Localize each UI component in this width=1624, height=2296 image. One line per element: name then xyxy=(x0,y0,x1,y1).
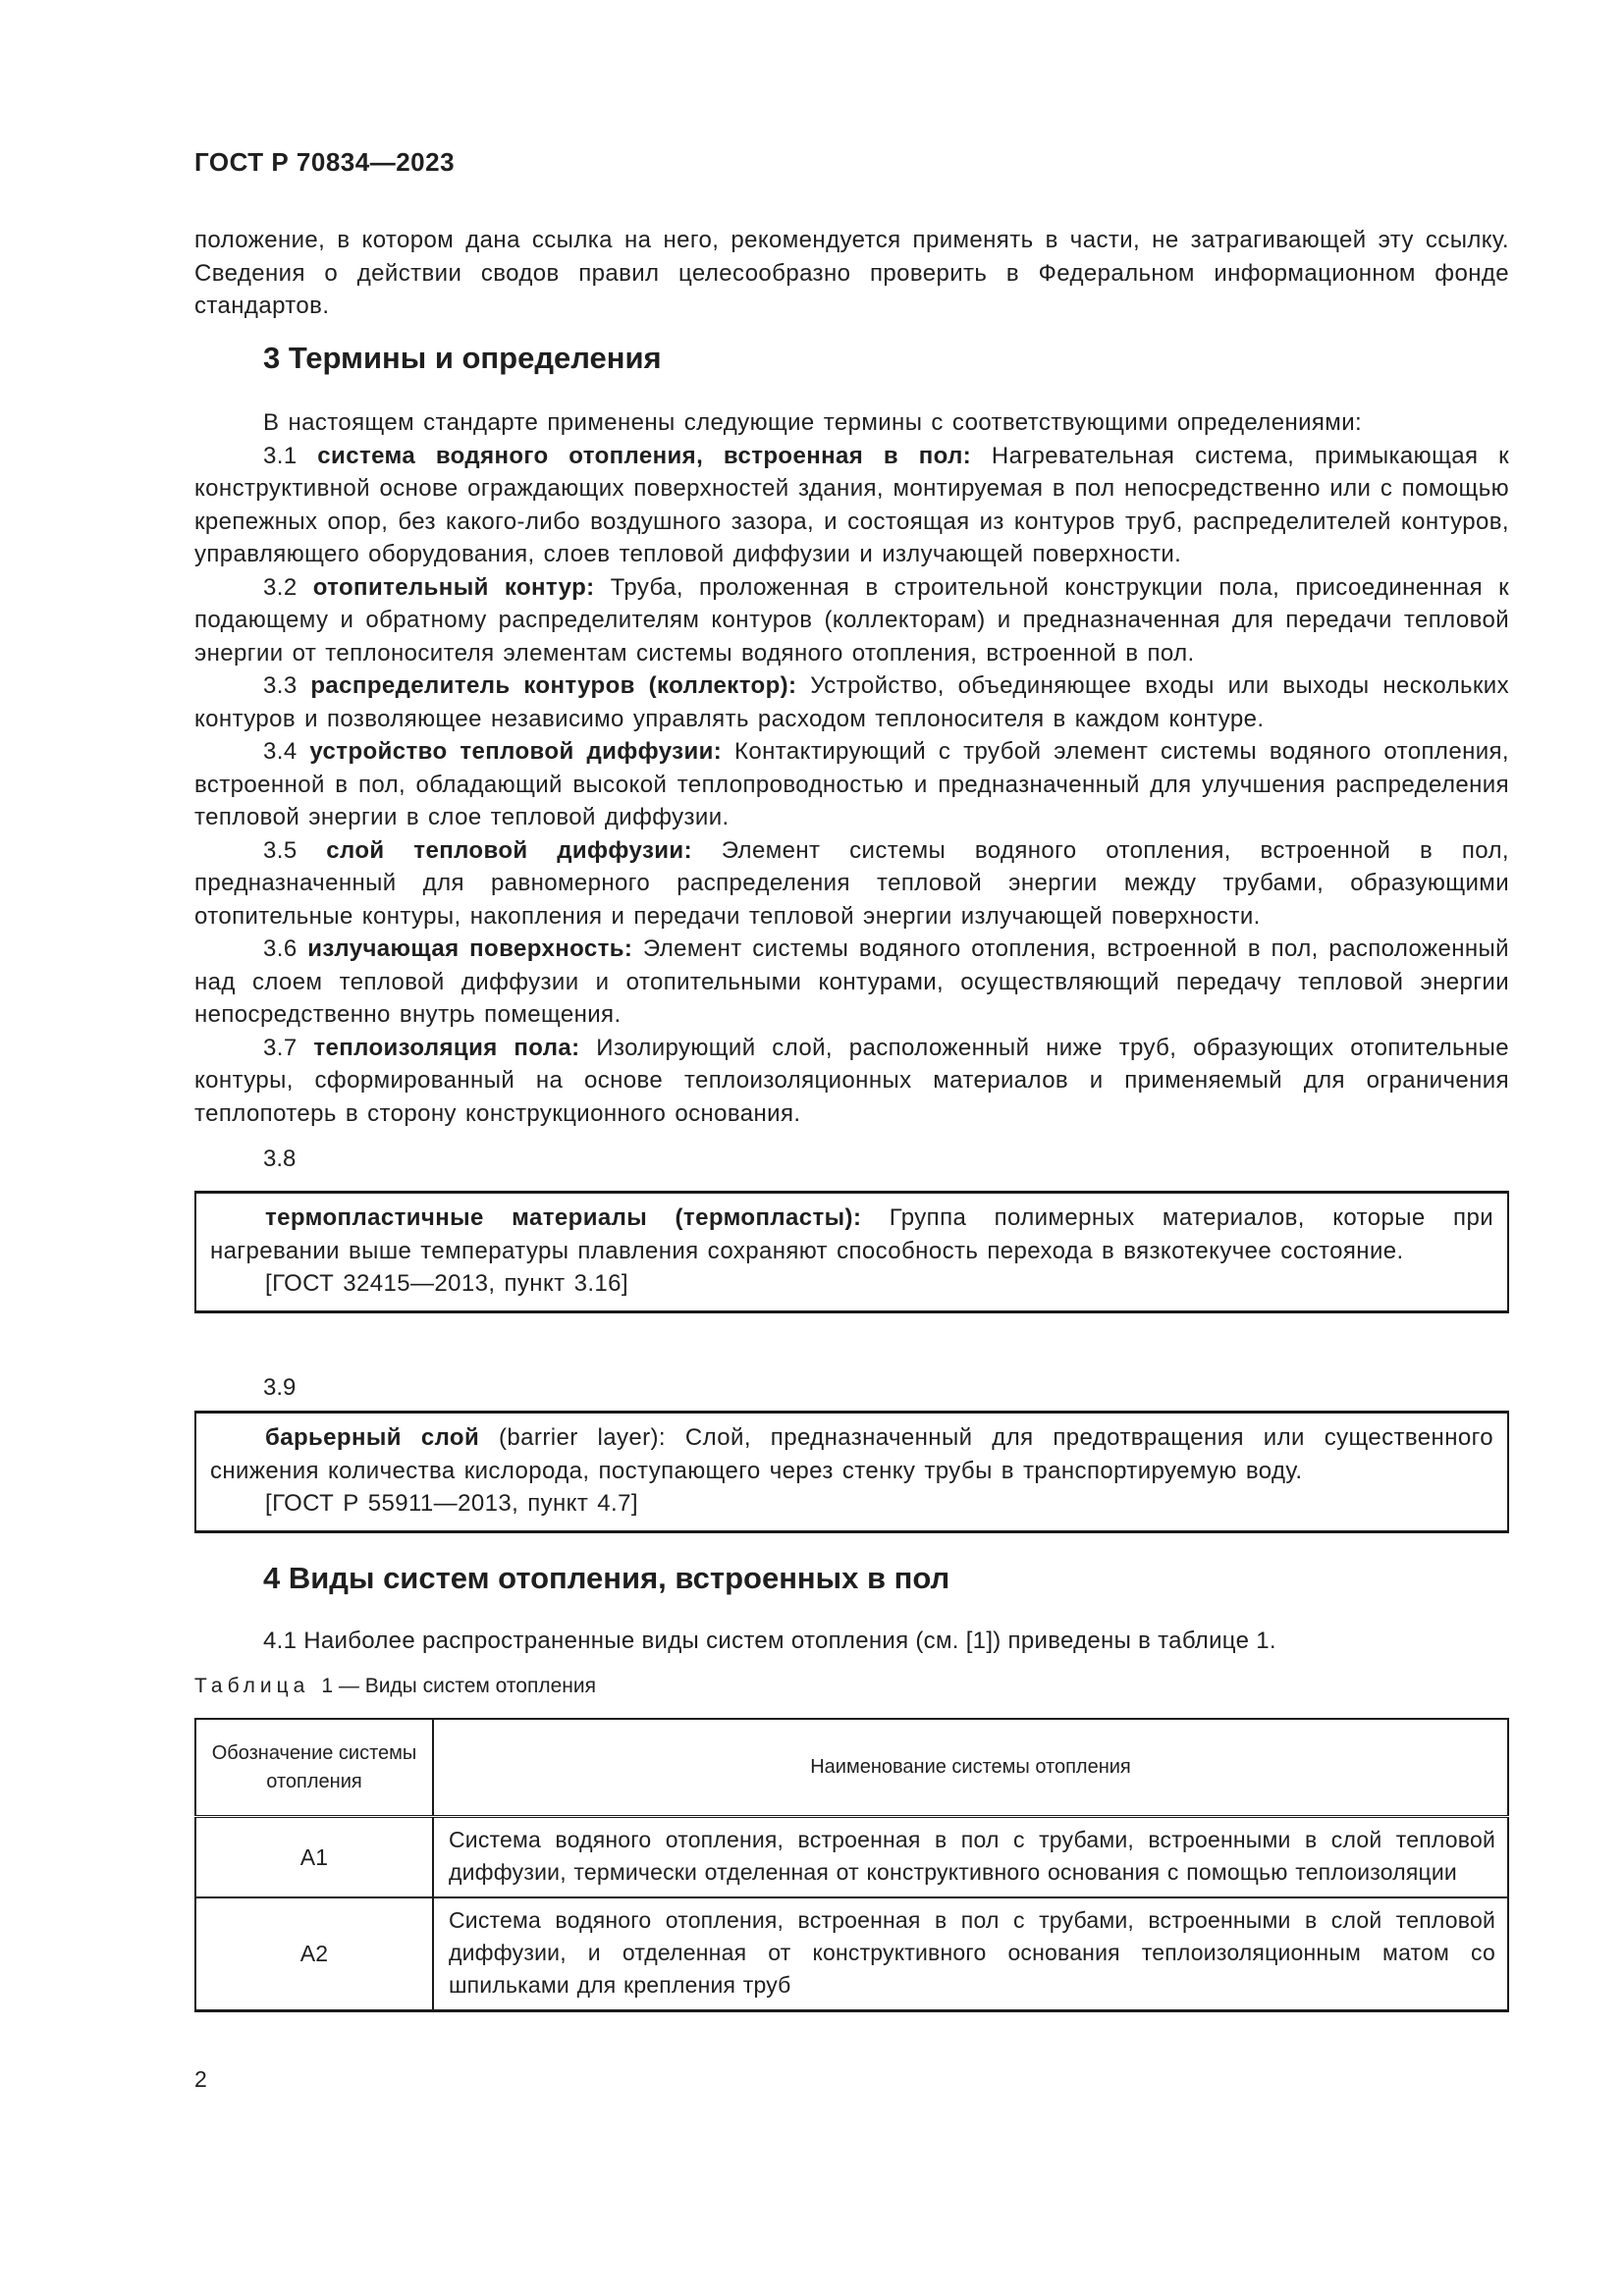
heating-systems-table xyxy=(194,1718,1509,2012)
term-3-9-number: 3.9 xyxy=(263,1374,297,1401)
column-header-system-name: Наименование системы отопления xyxy=(433,1719,1508,1817)
term-name: система водяного отопления, встроенная в пол: xyxy=(317,442,972,469)
system-name-cell: Система водяного отопления, встроенная в пол с трубами, встроенными в слой тепловой диффузии, и отделенная от конструктивного основания теплоизоляционным матом со шпильками для крепления труб xyxy=(433,1897,1508,2011)
term-name: теплоизоляция пола: xyxy=(313,1034,580,1061)
intro-paragraph: положение, в котором дана ссылка на него, рекомендуется применять в части, не затрагивающей эту ссылку. Сведения о действии сводов правил целесообразно проверить в Федеральном информационном фонде стандартов. xyxy=(194,227,1509,319)
term-paragraph-3.5 xyxy=(194,834,1509,934)
term-3-8-box xyxy=(194,1191,1509,1313)
term-paragraph-3.4 xyxy=(194,735,1509,834)
term-number: 3.4 xyxy=(263,738,310,765)
heating-systems-table-wrap xyxy=(194,1718,1509,2012)
term-3-8-text: Группа полимерных материалов, которые при нагревании выше температуры плавления сохраняют способность перехода в вязкотекучее состояние. xyxy=(210,1204,1493,1264)
page-number: 2 xyxy=(194,2066,207,2092)
term-3-8-definition xyxy=(210,1201,1493,1267)
column-header-system-code: Обозначение системы отопления xyxy=(195,1719,433,1817)
term-number: 3.1 xyxy=(263,442,318,469)
term-3-9-box xyxy=(194,1411,1509,1533)
term-3-8-source: [ГОСТ 32415—2013, пункт 3.16] xyxy=(265,1270,628,1297)
term-definition: Контактирующий с трубой элемент системы водяного отопления, встроенной в пол, обладающий высокой теплопроводностью и предназначенный для улучшения распределения тепловой энергии в слое тепловой диффузии. xyxy=(194,738,1509,830)
table-header-row xyxy=(195,1719,1508,1817)
term-definition: Изолирующий слой, расположенный ниже труб, образующих отопительные контуры, сформированный на основе теплоизоляционных материалов и применяемый для ограничения теплопотерь в сторону конструкционного основания. xyxy=(194,1034,1509,1127)
paragraph-4-1: 4.1 Наиболее распространенные виды систем отопления (см. [1]) приведены в таблице 1. xyxy=(263,1628,1276,1654)
term-3-9-text: Слой, предназначенный для предотвращения или существенного снижения количества кислорода, поступающего через стенку трубы в транспортируемую воду. xyxy=(210,1424,1493,1484)
table-caption-text: 1 — Виды систем отопления xyxy=(321,1675,596,1697)
section-3-heading: 3 Термины и определения xyxy=(263,341,662,375)
term-3-8-number: 3.8 xyxy=(263,1146,297,1172)
term-paragraph-3.3 xyxy=(194,669,1509,735)
term-3-9-definition xyxy=(210,1421,1493,1487)
section-4-heading: 4 Виды систем отопления, встроенных в пол xyxy=(263,1561,950,1595)
term-number: 3.7 xyxy=(263,1034,314,1061)
term-name: распределитель контуров (коллектор): xyxy=(310,672,797,699)
terms-lead-paragraph: В настоящем стандарте применены следующие термины с соответствующими определениями: xyxy=(263,409,1363,436)
term-3-9-name-en: (barrier layer): xyxy=(479,1424,666,1451)
terms-list xyxy=(194,406,1509,1130)
term-definition: Элемент системы водяного отопления, встроенной в пол, предназначенный для равномерного распределения тепловой энергии между трубами, образующими отопительные контуры, накопления и передачи тепловой энергии излучающей поверхности. xyxy=(194,836,1509,930)
term-name: излучающая поверхность: xyxy=(307,935,633,962)
term-number: 3.3 xyxy=(263,672,311,699)
term-paragraph-3.6 xyxy=(194,933,1509,1032)
term-definition: Устройство, объединяющее входы или выходы нескольких контуров и позволяющее независимо управлять расходом теплоносителя в каждом контуре. xyxy=(194,672,1509,732)
term-3-9-name: барьерный слой xyxy=(265,1424,480,1451)
term-paragraph-3.7 xyxy=(194,1032,1509,1131)
term-number: 3.2 xyxy=(263,573,313,601)
table-row-А2 xyxy=(195,1897,1508,2011)
document-code-header: ГОСТ Р 70834—2023 xyxy=(194,147,456,177)
term-3-8-name: термопластичные материалы (термопласты): xyxy=(265,1204,862,1231)
term-name: отопительный контур: xyxy=(312,573,595,601)
term-paragraph-3.2 xyxy=(194,571,1509,670)
table-caption xyxy=(194,1672,1509,1701)
term-number: 3.5 xyxy=(263,836,327,864)
term-definition: Труба, проложенная в строительной конструкции пола, присоединенная к подающему и обратному распределителям контуров (коллекторам) и предназначенная для передачи тепловой энергии от теплоносителя элементам системы водяного отопления, встроенной в пол. xyxy=(194,573,1510,667)
system-name-cell: Система водяного отопления, встроенная в пол с трубами, встроенными в слой тепловой диффузии, термически отделенная от конструктивного основания с помощью теплоизоляции xyxy=(433,1817,1508,1898)
term-definition: Нагревательная система, примыкающая к конструктивной основе ограждающих поверхностей здания, монтируемая в пол непосредственно или с помощью крепежных опор, без какого-либо воздушного зазора, и состоящая из контуров труб, распределителей контуров, управляющего оборудования, слоев тепловой диффузии и излучающей поверхности. xyxy=(194,442,1509,567)
term-name: устройство тепловой диффузии: xyxy=(309,738,723,765)
table-body xyxy=(195,1817,1508,2011)
term-3-9-source: [ГОСТ Р 55911—2013, пункт 4.7] xyxy=(265,1490,638,1517)
table-caption-word: Таблица xyxy=(194,1675,310,1697)
term-paragraph-3.1 xyxy=(194,440,1509,571)
system-code-cell: А2 xyxy=(195,1897,433,2011)
table-row-А1 xyxy=(195,1817,1508,1898)
term-definition: Элемент системы водяного отопления, встроенной в пол, расположенный над слоем тепловой диффузии и отопительными контурами, осуществляющий передачу тепловой энергии непосредственно внутрь помещения. xyxy=(194,935,1509,1028)
system-code-cell: А1 xyxy=(195,1817,433,1898)
term-name: слой тепловой диффузии: xyxy=(326,836,692,864)
term-number: 3.6 xyxy=(263,935,308,962)
